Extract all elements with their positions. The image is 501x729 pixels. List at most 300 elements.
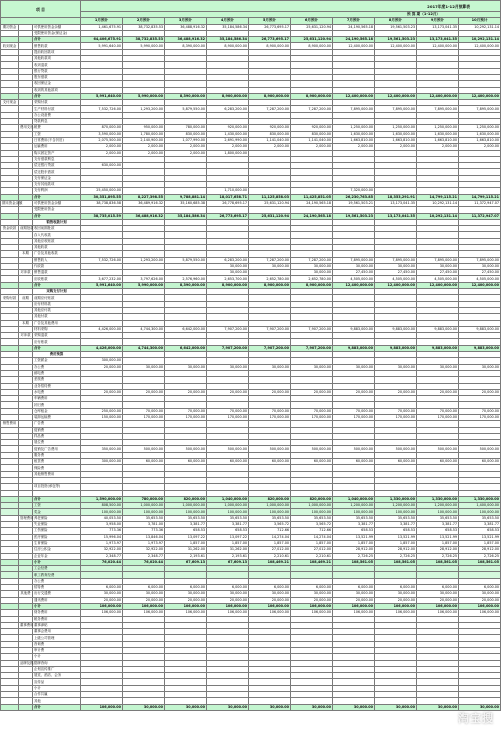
value-cell[interactable]: 35,160,685.38 <box>165 200 207 206</box>
value-cell[interactable]: 7,287,200.00 <box>291 257 333 263</box>
value-cell[interactable]: 12,400,000.00 <box>459 93 501 99</box>
item-label[interactable]: 收回前期批款 <box>33 226 81 232</box>
value-cell[interactable]: 106,000.00 <box>207 603 249 609</box>
value-cell[interactable]: 808,500.00 <box>81 503 123 509</box>
value-cell[interactable]: 170,000.00 <box>333 415 375 421</box>
value-cell[interactable]: 6,000.00 <box>375 585 417 591</box>
value-cell[interactable]: 106,000.00 <box>123 610 165 616</box>
value-cell[interactable]: 1,293,200.00 <box>123 106 165 112</box>
value-cell[interactable]: 7,532,726.00 <box>81 257 123 263</box>
item-label[interactable]: 采购付款 <box>33 100 81 106</box>
value-cell[interactable]: 24,190,565.18 <box>291 200 333 206</box>
item-label[interactable]: 合计 <box>33 93 81 99</box>
item-label[interactable]: 宣传品 <box>33 679 81 685</box>
value-cell[interactable]: 30,000.00 <box>123 591 165 597</box>
value-cell[interactable]: 106,000.00 <box>249 603 291 609</box>
value-cell[interactable]: 7,287,200.00 <box>249 106 291 112</box>
value-cell[interactable]: 1,857.00 <box>249 540 291 546</box>
item-label[interactable]: 应收账款 <box>33 276 81 282</box>
value-cell[interactable]: 13,173,041.35 <box>375 200 417 206</box>
value-cell[interactable]: 500,000.00 <box>459 446 501 452</box>
value-cell[interactable]: 1,330,000.00 <box>417 496 459 502</box>
value-cell[interactable]: 7,895,000.00 <box>459 257 501 263</box>
item-label[interactable]: 合计 <box>33 213 81 219</box>
value-cell[interactable]: 13,521.99 <box>333 534 375 540</box>
value-cell[interactable]: 7,895,000.00 <box>333 257 375 263</box>
value-cell[interactable]: 18,017,658.71 <box>207 194 249 200</box>
value-cell[interactable]: 1,857.00 <box>333 540 375 546</box>
value-cell[interactable]: 30,000.00 <box>207 591 249 597</box>
item-label[interactable]: 养老保险 <box>33 515 81 521</box>
value-cell[interactable]: 2,653,700.00 <box>207 276 249 282</box>
value-cell[interactable]: 35,653.50 <box>165 515 207 521</box>
value-cell[interactable]: 1,973.97 <box>123 540 165 546</box>
value-cell[interactable]: 9,883,000.00 <box>459 345 501 351</box>
value-cell[interactable]: 100,000.00 <box>81 509 123 515</box>
value-cell[interactable]: 60,000.00 <box>459 459 501 465</box>
value-cell[interactable]: 2,726.25 <box>417 553 459 559</box>
item-label[interactable]: 品牌咨询 <box>33 660 81 666</box>
value-cell[interactable]: 60,000.00 <box>207 459 249 465</box>
value-cell[interactable]: 1,663,810.00 <box>459 137 501 143</box>
value-cell[interactable]: 2,000.00 <box>249 144 291 150</box>
value-cell[interactable]: 70,000.00 <box>375 408 417 414</box>
value-cell[interactable]: 6,000.00 <box>207 585 249 591</box>
value-cell[interactable]: 36,489,916.32 <box>123 200 165 206</box>
value-cell[interactable]: 30,000.00 <box>291 364 333 370</box>
item-label[interactable]: 其他应收账款 <box>33 238 81 244</box>
value-cell[interactable]: 30,000.00 <box>459 591 501 597</box>
value-cell[interactable]: 70,000.00 <box>291 408 333 414</box>
value-cell[interactable]: 12,400,000.00 <box>417 43 459 49</box>
item-label[interactable]: 支付其他款项 <box>33 182 81 188</box>
item-label[interactable]: 咨询费 <box>33 641 81 647</box>
item-label[interactable]: 展览、酒店、会务 <box>33 673 81 679</box>
value-cell[interactable]: 20,000.00 <box>249 597 291 603</box>
value-cell[interactable]: 20,000.00 <box>165 389 207 395</box>
value-cell[interactable]: 8,227,398.55 <box>123 194 165 200</box>
value-cell[interactable]: 30,000.00 <box>333 704 375 710</box>
item-label[interactable]: 销售收入 <box>33 257 81 263</box>
item-label[interactable]: 工资薪金 <box>33 358 81 364</box>
value-cell[interactable]: 3,381.77 <box>459 522 501 528</box>
item-label[interactable]: 通讯费用 <box>33 597 81 603</box>
value-cell[interactable]: 35,184,586.34 <box>165 213 207 219</box>
value-cell[interactable]: 11,425,851.05 <box>291 194 333 200</box>
value-cell[interactable]: 20,000.00 <box>81 389 123 395</box>
value-cell[interactable]: 2,000.00 <box>333 144 375 150</box>
value-cell[interactable]: 30,000.00 <box>459 364 501 370</box>
item-label[interactable]: 工伤保险 <box>33 528 81 534</box>
item-label[interactable]: 前期应付账款 <box>33 295 81 301</box>
value-cell[interactable]: 1,250,000.00 <box>459 125 501 131</box>
value-cell[interactable]: 20,000.00 <box>417 597 459 603</box>
value-cell[interactable]: 2,000.00 <box>459 144 501 150</box>
value-cell[interactable]: 10,292,131.14 <box>417 213 459 219</box>
value-cell[interactable]: 7,907,200.00 <box>249 345 291 351</box>
value-cell[interactable]: 13,173,041.35 <box>375 213 417 219</box>
value-cell[interactable]: 13,521.99 <box>375 534 417 540</box>
value-cell[interactable]: 1,250,000.00 <box>333 125 375 131</box>
value-cell[interactable]: 100,000.00 <box>417 509 459 515</box>
value-cell[interactable]: 658.53 <box>207 528 249 534</box>
value-cell[interactable]: 24,190,565.18 <box>291 213 333 219</box>
value-cell[interactable]: 920,000.00 <box>291 125 333 131</box>
item-label[interactable]: 办公费 <box>33 364 81 370</box>
value-cell[interactable]: 106,000.00 <box>417 603 459 609</box>
value-cell[interactable]: 500,000.00 <box>165 446 207 452</box>
value-cell[interactable]: 830,000.00 <box>165 131 207 137</box>
value-cell[interactable]: 35,653.50 <box>207 515 249 521</box>
value-cell[interactable]: 5,990,000.00 <box>123 282 165 288</box>
item-label[interactable]: 仓库租金 <box>33 408 81 414</box>
value-cell[interactable]: 35,184,586.34 <box>207 37 249 43</box>
value-cell[interactable]: 28,912.00 <box>333 547 375 553</box>
value-cell[interactable]: 170,000.00 <box>249 415 291 421</box>
value-cell[interactable]: 70,000.00 <box>123 408 165 414</box>
value-cell[interactable]: 30,000.00 <box>291 270 333 276</box>
item-label[interactable]: 企业年金 <box>33 553 81 559</box>
item-label[interactable]: 销售收款计划 <box>33 219 81 225</box>
item-label[interactable]: 办公费 <box>33 578 81 584</box>
value-cell[interactable]: 27,450.00 <box>459 270 501 276</box>
value-cell[interactable]: 4,505,000.00 <box>333 276 375 282</box>
value-cell[interactable]: 170,000.00 <box>207 415 249 421</box>
value-cell[interactable]: 106,000.00 <box>459 610 501 616</box>
item-label[interactable]: 存入代收款 <box>33 232 81 238</box>
value-cell[interactable]: 1,000,000.00 <box>207 503 249 509</box>
value-cell[interactable]: 5,990,000.00 <box>123 43 165 49</box>
value-cell[interactable]: 12,400,000.00 <box>333 93 375 99</box>
value-cell[interactable]: 106,000.00 <box>291 610 333 616</box>
value-cell[interactable]: 2,193.61 <box>165 553 207 559</box>
value-cell[interactable]: 100,000.00 <box>375 509 417 515</box>
value-cell[interactable]: 2,000.00 <box>81 144 123 150</box>
value-cell[interactable]: 3,797,626.00 <box>123 276 165 282</box>
value-cell[interactable]: 2,075,500.00 <box>81 137 123 143</box>
value-cell[interactable]: 658.53 <box>417 528 459 534</box>
value-cell[interactable]: 500,000.00 <box>123 446 165 452</box>
value-cell[interactable]: 67,609.13 <box>207 559 249 565</box>
value-cell[interactable]: 36,488,916.32 <box>123 213 165 219</box>
value-cell[interactable]: 12,400,000.00 <box>333 43 375 49</box>
value-cell[interactable]: 1,141,040.00 <box>249 137 291 143</box>
value-cell[interactable]: 4,426,000.00 <box>81 345 123 351</box>
item-label[interactable]: 项目投资(承包等) <box>33 484 81 490</box>
item-label[interactable]: 广告费 <box>33 421 81 427</box>
value-cell[interactable]: 27,450.00 <box>417 270 459 276</box>
value-cell[interactable]: 7,907,200.00 <box>207 326 249 332</box>
value-cell[interactable]: 35,653.50 <box>375 515 417 521</box>
value-cell[interactable]: 1,857.00 <box>375 540 417 546</box>
value-cell[interactable]: 1,461,675.91 <box>81 24 123 30</box>
value-cell[interactable]: 70,000.00 <box>333 408 375 414</box>
item-label[interactable]: 折旧费 <box>33 402 81 408</box>
value-cell[interactable]: 9,883,000.00 <box>375 345 417 351</box>
value-cell[interactable]: 500,000.00 <box>291 446 333 452</box>
item-label[interactable]: 提前收回款项 <box>33 49 81 55</box>
value-cell[interactable]: 1,857.00 <box>207 540 249 546</box>
item-label[interactable]: 董事津贴 <box>33 622 81 628</box>
value-cell[interactable]: 76,020.44 <box>123 559 165 565</box>
value-cell[interactable]: 100,000.00 <box>207 509 249 515</box>
value-cell[interactable]: 64,406,675.91 <box>81 37 123 43</box>
item-label[interactable]: 租赁费 <box>33 459 81 465</box>
value-cell[interactable]: 5,991,640.00 <box>81 43 123 49</box>
value-cell[interactable]: 1,663,810.00 <box>333 137 375 143</box>
item-label[interactable]: 可供使用资金余额 <box>33 200 81 206</box>
value-cell[interactable]: 20,000.00 <box>417 389 459 395</box>
value-cell[interactable]: 11,372,947.07 <box>459 213 501 219</box>
value-cell[interactable]: 15,996.04 <box>81 534 123 540</box>
value-cell[interactable]: 500,000.00 <box>375 446 417 452</box>
value-cell[interactable]: 19,561,503.23 <box>375 24 417 30</box>
value-cell[interactable]: 7,907,200.00 <box>249 326 291 332</box>
value-cell[interactable]: 950,000.00 <box>123 125 165 131</box>
value-cell[interactable]: 2,726.25 <box>333 553 375 559</box>
value-cell[interactable]: 30,000.00 <box>207 270 249 276</box>
value-cell[interactable]: 100,000.00 <box>333 509 375 515</box>
value-cell[interactable]: 2,348.77 <box>123 553 165 559</box>
value-cell[interactable]: 32,922.00 <box>81 547 123 553</box>
value-cell[interactable]: 106,000.00 <box>375 603 417 609</box>
value-cell[interactable]: 30,000.00 <box>333 364 375 370</box>
item-label[interactable]: 保险费 <box>33 465 81 471</box>
item-label[interactable]: 应付材料款 <box>33 301 81 307</box>
value-cell[interactable]: 18,353,291.91 <box>375 194 417 200</box>
value-cell[interactable]: 870,000.00 <box>81 125 123 131</box>
item-label[interactable]: 材料采购 <box>33 326 81 332</box>
value-cell[interactable]: 920,000.00 <box>207 125 249 131</box>
value-cell[interactable]: 106,000.00 <box>249 610 291 616</box>
value-cell[interactable]: 658.53 <box>165 528 207 534</box>
item-label[interactable]: 住房公积金 <box>33 547 81 553</box>
item-label[interactable]: 车辆费用 <box>33 396 81 402</box>
value-cell[interactable]: 3,381.77 <box>165 522 207 528</box>
item-label[interactable]: 合计 <box>33 345 81 351</box>
value-cell[interactable]: 12,400,000.00 <box>375 43 417 49</box>
item-label[interactable]: 合计 <box>33 37 81 43</box>
item-label[interactable]: 日常费用(不含折旧) <box>33 137 81 143</box>
value-cell[interactable]: 20,000.00 <box>459 389 501 395</box>
value-cell[interactable]: 26,773,695.17 <box>249 24 291 30</box>
value-cell[interactable]: 25,631,120.94 <box>291 24 333 30</box>
value-cell[interactable]: 32,922.00 <box>123 547 165 553</box>
value-cell[interactable]: 7,287,200.00 <box>249 257 291 263</box>
value-cell[interactable]: 3,565.72 <box>249 522 291 528</box>
item-label[interactable]: 购买固定资产 <box>33 150 81 156</box>
value-cell[interactable]: 7,895,000.00 <box>459 106 501 112</box>
value-cell[interactable]: 100,000.00 <box>291 509 333 515</box>
value-cell[interactable]: 170,000.00 <box>123 415 165 421</box>
value-cell[interactable]: 35,653.50 <box>249 515 291 521</box>
item-label[interactable]: 收到退款 <box>33 62 81 68</box>
item-label[interactable]: 业务招待费 <box>33 383 81 389</box>
value-cell[interactable]: 40,053.50 <box>81 515 123 521</box>
item-label[interactable]: 装卸运输费 <box>33 415 81 421</box>
value-cell[interactable]: 4,505,000.00 <box>417 276 459 282</box>
value-cell[interactable]: 1,330,000.00 <box>459 496 501 502</box>
value-cell[interactable]: 20,000.00 <box>333 597 375 603</box>
value-cell[interactable]: 1,250,000.00 <box>417 125 459 131</box>
value-cell[interactable]: 2,140,900.00 <box>123 137 165 143</box>
value-cell[interactable]: 773.36 <box>81 528 123 534</box>
item-label[interactable]: 工资 <box>33 503 81 509</box>
value-cell[interactable]: 9,883,000.00 <box>459 326 501 332</box>
item-label[interactable]: 生产材料付款 <box>33 106 81 112</box>
value-cell[interactable]: 25,450,000.00 <box>81 188 123 194</box>
item-label[interactable]: 其他应付款 <box>33 307 81 313</box>
value-cell[interactable]: 9,788,881.14 <box>165 194 207 200</box>
value-cell[interactable]: 30,000.00 <box>123 704 165 710</box>
item-label[interactable]: 招待费 <box>33 585 81 591</box>
value-cell[interactable]: 20,000.00 <box>291 389 333 395</box>
item-label[interactable]: 合计 <box>33 704 81 710</box>
value-cell[interactable]: 20,000.00 <box>333 389 375 395</box>
value-cell[interactable]: 27,012.00 <box>291 547 333 553</box>
value-cell[interactable]: 108,561.05 <box>417 559 459 565</box>
value-cell[interactable]: 12,400,000.00 <box>375 282 417 288</box>
value-cell[interactable]: 170,000.00 <box>417 415 459 421</box>
value-cell[interactable]: 8,900,000.00 <box>249 93 291 99</box>
value-cell[interactable]: 7,320,000.00 <box>333 188 375 194</box>
value-cell[interactable]: 28,912.00 <box>417 547 459 553</box>
value-cell[interactable]: 30,000.00 <box>207 263 249 269</box>
value-cell[interactable]: 12,400,000.00 <box>459 282 501 288</box>
value-cell[interactable]: 30,000.00 <box>207 704 249 710</box>
item-label[interactable]: 支付利润 <box>33 188 81 194</box>
value-cell[interactable]: 9,883,000.00 <box>417 326 459 332</box>
value-cell[interactable]: 20,000.00 <box>207 389 249 395</box>
value-cell[interactable]: 106,000.00 <box>291 603 333 609</box>
value-cell[interactable]: 20,000.00 <box>375 389 417 395</box>
value-cell[interactable]: 7,907,200.00 <box>207 345 249 351</box>
item-label[interactable]: 办公设备费 <box>33 112 81 118</box>
value-cell[interactable]: 820,000.00 <box>291 496 333 502</box>
value-cell[interactable]: 1,330,000.00 <box>375 496 417 502</box>
value-cell[interactable]: 70,000.00 <box>417 408 459 414</box>
value-cell[interactable]: 10,292,131.14 <box>459 24 501 30</box>
value-cell[interactable]: 20,000.00 <box>459 597 501 603</box>
value-cell[interactable]: 19,561,503.23 <box>333 213 375 219</box>
value-cell[interactable]: 27,012.00 <box>249 547 291 553</box>
item-label[interactable]: 偿还银行贷款 <box>33 163 81 169</box>
value-cell[interactable]: 30,000.00 <box>291 704 333 710</box>
item-label[interactable]: 其他付款 <box>33 314 81 320</box>
value-cell[interactable]: 5,991,640.00 <box>81 93 123 99</box>
value-cell[interactable]: 38,732,835.53 <box>123 24 165 30</box>
value-cell[interactable]: 1,663,810.00 <box>417 137 459 143</box>
item-label[interactable]: 董事会费用 <box>33 629 81 635</box>
value-cell[interactable]: 7,907,200.00 <box>291 345 333 351</box>
value-cell[interactable]: 35,653.50 <box>333 515 375 521</box>
item-label[interactable]: 生育保险 <box>33 540 81 546</box>
value-cell[interactable]: 3,958.00 <box>81 522 123 528</box>
value-cell[interactable]: 12,400,000.00 <box>417 93 459 99</box>
value-cell[interactable]: 2,210.61 <box>249 553 291 559</box>
item-label[interactable]: 其他销售费用 <box>33 471 81 477</box>
value-cell[interactable]: 106,000.00 <box>81 610 123 616</box>
value-cell[interactable]: 6,283,200.00 <box>207 106 249 112</box>
value-cell[interactable]: 7,895,000.00 <box>417 257 459 263</box>
value-cell[interactable]: 1,973.97 <box>81 540 123 546</box>
value-cell[interactable]: 712.66 <box>291 528 333 534</box>
value-cell[interactable]: 60,000.00 <box>291 459 333 465</box>
value-cell[interactable]: 1,857.00 <box>417 540 459 546</box>
value-cell[interactable]: 920,000.00 <box>249 125 291 131</box>
item-label[interactable]: 费用预算 <box>33 352 81 358</box>
value-cell[interactable]: 106,000.00 <box>417 610 459 616</box>
value-cell[interactable]: 38,732,835.53 <box>123 37 165 43</box>
value-cell[interactable]: 30,000.00 <box>249 364 291 370</box>
value-cell[interactable]: 3,381.77 <box>333 522 375 528</box>
value-cell[interactable]: 1,430,000.00 <box>207 131 249 137</box>
value-cell[interactable]: 31,262.00 <box>165 547 207 553</box>
value-cell[interactable]: 1,000,000.00 <box>249 503 291 509</box>
value-cell[interactable]: 170,000.00 <box>165 415 207 421</box>
value-cell[interactable]: 35,653.50 <box>291 515 333 521</box>
value-cell[interactable]: 8,900,000.00 <box>207 43 249 49</box>
item-label[interactable]: 贷款利息 <box>33 119 81 125</box>
item-label[interactable]: 税务费用 <box>33 616 81 622</box>
value-cell[interactable]: 773.36 <box>123 528 165 534</box>
value-cell[interactable]: 9,883,000.00 <box>375 326 417 332</box>
value-cell[interactable]: 1,077,990.00 <box>165 137 207 143</box>
value-cell[interactable]: 30,000.00 <box>291 591 333 597</box>
value-cell[interactable]: 3,381.77 <box>207 522 249 528</box>
value-cell[interactable]: 28,912.00 <box>459 547 501 553</box>
value-cell[interactable]: 30,000.00 <box>249 263 291 269</box>
value-cell[interactable]: 9,883,000.00 <box>333 345 375 351</box>
value-cell[interactable]: 1,630,000.00 <box>333 131 375 137</box>
value-cell[interactable]: 13,521.99 <box>459 534 501 540</box>
value-cell[interactable]: 1,141,040.00 <box>291 137 333 143</box>
item-label[interactable]: 其他收款项 <box>33 56 81 62</box>
value-cell[interactable]: 7,895,000.00 <box>417 106 459 112</box>
value-cell[interactable]: 2,726.25 <box>375 553 417 559</box>
value-cell[interactable]: 8,900,000.00 <box>291 93 333 99</box>
value-cell[interactable]: 25,631,120.94 <box>249 200 291 206</box>
item-label[interactable]: 财务费用 <box>33 610 81 616</box>
value-cell[interactable]: 106,000.00 <box>207 610 249 616</box>
value-cell[interactable]: 170,000.00 <box>459 415 501 421</box>
value-cell[interactable]: 1,293,200.00 <box>123 257 165 263</box>
value-cell[interactable]: 20,000.00 <box>207 597 249 603</box>
value-cell[interactable]: 26,230,763.85 <box>333 194 375 200</box>
value-cell[interactable]: 106,000.00 <box>81 704 123 710</box>
value-cell[interactable]: 6,642,000.00 <box>165 345 207 351</box>
item-label[interactable]: 失业保险 <box>33 522 81 528</box>
value-cell[interactable]: 30,000.00 <box>207 364 249 370</box>
value-cell[interactable]: 4,505,000.00 <box>459 276 501 282</box>
value-cell[interactable]: 780,000.00 <box>123 496 165 502</box>
item-label[interactable]: 服务费 <box>33 452 81 458</box>
value-cell[interactable]: 1,857.00 <box>291 540 333 546</box>
item-label[interactable]: 运输费用 <box>33 144 81 150</box>
value-cell[interactable]: 108,561.05 <box>375 559 417 565</box>
value-cell[interactable]: 8,900,000.00 <box>207 282 249 288</box>
item-label[interactable]: 税费 <box>33 125 81 131</box>
value-cell[interactable]: 3,781.00 <box>123 522 165 528</box>
item-label[interactable]: 水电费 <box>33 389 81 395</box>
value-cell[interactable]: 6,000.00 <box>333 585 375 591</box>
value-cell[interactable]: 36,488,916.32 <box>165 37 207 43</box>
value-cell[interactable]: 20,000.00 <box>249 389 291 395</box>
value-cell[interactable]: 30,000.00 <box>333 591 375 597</box>
value-cell[interactable]: 2,000.00 <box>123 150 165 156</box>
value-cell[interactable]: 1,630,000.00 <box>459 131 501 137</box>
value-cell[interactable]: 2,000.00 <box>417 144 459 150</box>
